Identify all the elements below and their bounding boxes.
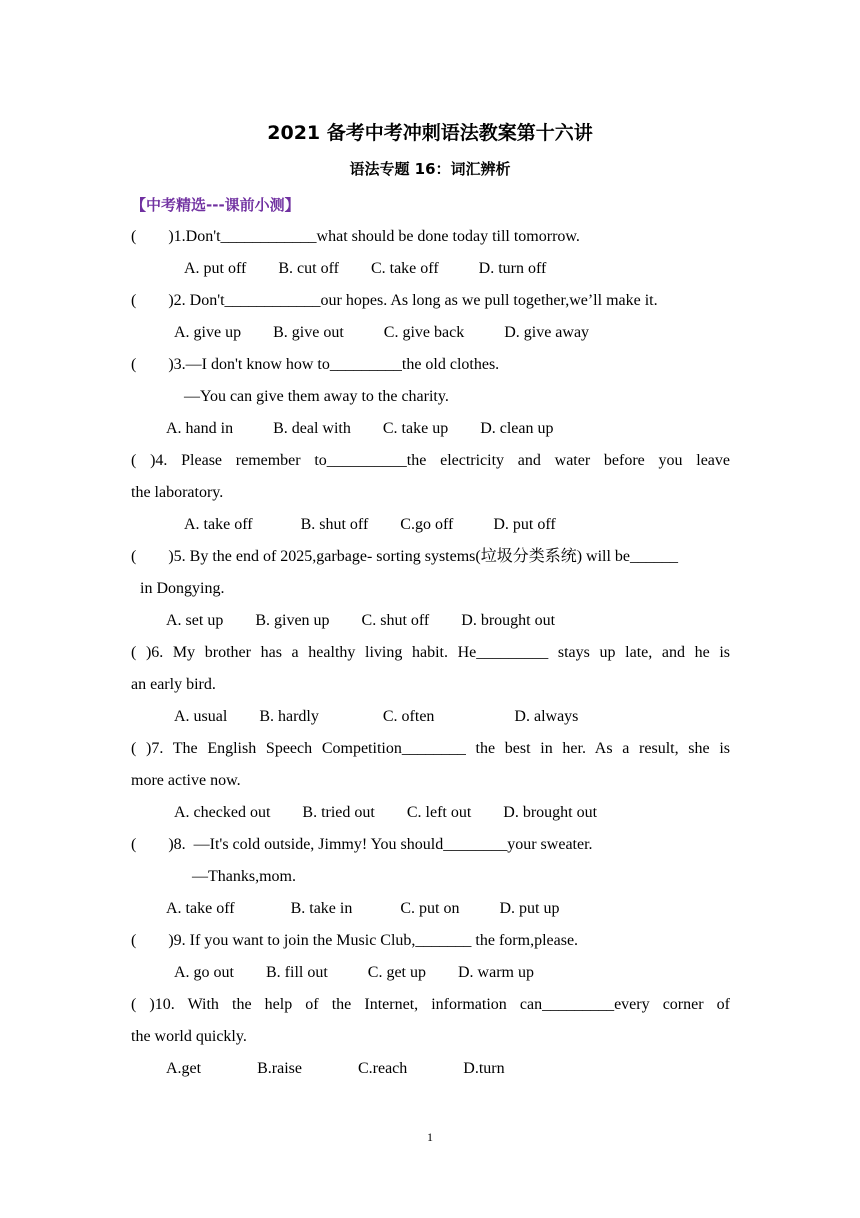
page-number: 1	[427, 1130, 433, 1144]
question-8: ( )8. —It's cold outside, Jimmy! You should________your sweater.	[131, 836, 593, 853]
question-3-options: A. hand in B. deal with C. take up D. clean up	[166, 420, 554, 437]
question-10: ( )10. With the help of the Internet, information can_________every corner of	[131, 996, 730, 1013]
question-2-options: A. give up B. give out C. give back D. give away	[174, 324, 590, 341]
question-10-continued: the world quickly.	[131, 1028, 247, 1045]
question-4: ( )4. Please remember to__________the electricity and water before you leave	[131, 452, 730, 469]
question-5: ( )5. By the end of 2025,garbage- sorting systems(垃圾分类系统) will be______	[131, 548, 679, 565]
question-5-options: A. set up B. given up C. shut off D. brought out	[166, 612, 556, 629]
question-10-options: A.get B.raise C.reach D.turn	[166, 1060, 505, 1077]
question-9: ( )9. If you want to join the Music Club,_______ the form,please.	[131, 932, 579, 949]
question-4-options: A. take off B. shut off C.go off D. put off	[184, 516, 556, 533]
question-3: ( )3.—I don't know how to_________the old clothes.	[131, 356, 500, 373]
question-3-reply: —You can give them away to the charity.	[184, 388, 449, 405]
question-4-continued: the laboratory.	[131, 484, 224, 501]
question-1-options: A. put off B. cut off C. take off D. turn off	[184, 260, 547, 277]
question-1: ( )1.Don't____________what should be done today till tomorrow.	[131, 228, 580, 245]
question-2: ( )2. Don't____________our hopes. As long as we pull together,we’ll make it.	[131, 292, 658, 309]
question-8-options: A. take off B. take in C. put on D. put up	[166, 900, 560, 917]
question-7-continued: more active now.	[131, 772, 241, 789]
question-9-options: A. go out B. fill out C. get up D. warm up	[174, 964, 534, 981]
question-7-options: A. checked out B. tried out C. left out D. brought out	[174, 804, 598, 821]
page-title: 2021 备考中考冲刺语法教案第十六讲	[267, 122, 593, 144]
section-heading: 【中考精选---课前小测】	[131, 196, 300, 214]
question-8-reply: —Thanks,mom.	[192, 868, 296, 885]
question-6: ( )6. My brother has a healthy living habit. He_________ stays up late, and he is	[131, 644, 730, 661]
question-5-continued: in Dongying.	[140, 580, 225, 597]
question-6-continued: an early bird.	[131, 676, 216, 693]
page-subtitle: 语法专题 16：词汇辨析	[349, 160, 511, 178]
question-6-options: A. usual B. hardly C. often D. always	[174, 708, 579, 725]
question-7: ( )7. The English Speech Competition________ the best in her. As a result, she is	[131, 740, 730, 757]
